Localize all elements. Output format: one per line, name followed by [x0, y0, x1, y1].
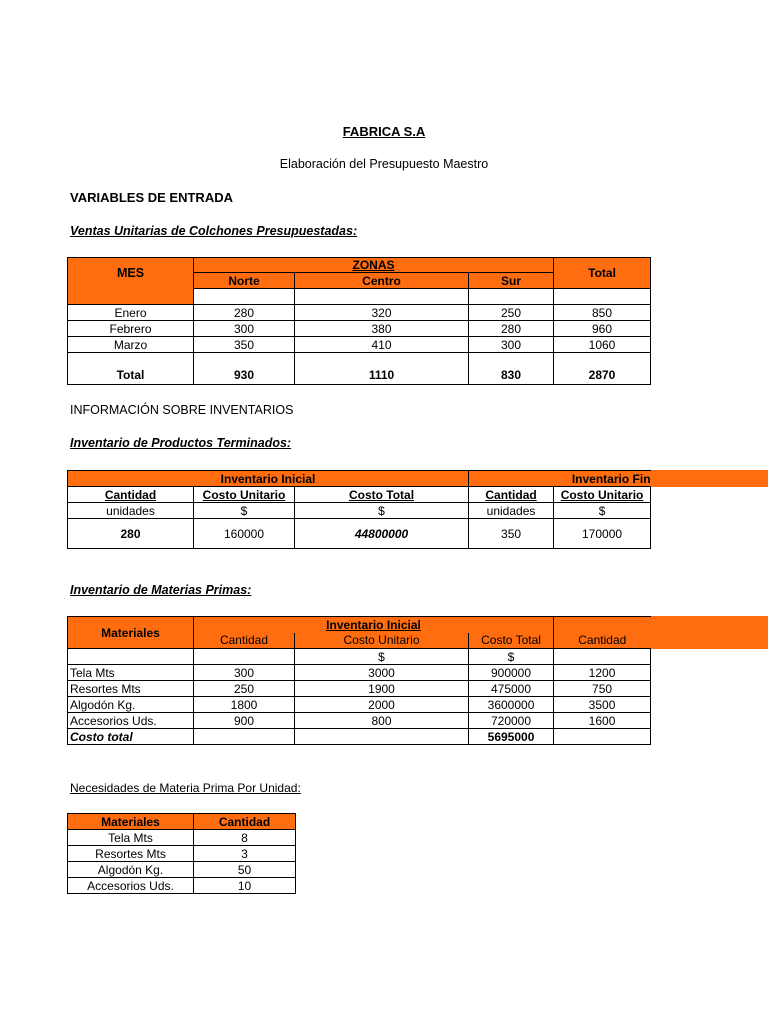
cell-norte: 280 — [194, 305, 295, 321]
raw-inventory-table — [67, 616, 651, 745]
col-cantidad-final: Cantidad — [469, 487, 554, 503]
cell-qty-final: 1200 — [554, 665, 651, 681]
blank-cell — [68, 649, 194, 665]
unit-cell: $ — [295, 649, 469, 665]
cell-qty: 300 — [194, 665, 295, 681]
header-mes: MES — [68, 258, 194, 289]
table-row — [68, 830, 296, 846]
inventory-info-heading: INFORMACIÓN SOBRE INVENTARIOS — [70, 403, 294, 417]
cell-total-label: Costo total — [68, 729, 194, 745]
blank-cell — [554, 729, 651, 745]
cell-total-sur: 830 — [469, 353, 554, 385]
value-costo-unitario: 160000 — [194, 519, 295, 549]
header-mes-filler — [68, 289, 194, 305]
unit-cell: unidades — [68, 503, 194, 519]
unit-cell: $ — [469, 649, 554, 665]
cell-unit-cost: 2000 — [295, 697, 469, 713]
cell-sur: 280 — [469, 321, 554, 337]
cell-centro: 410 — [295, 337, 469, 353]
table-row — [68, 321, 651, 337]
col-costo-unitario-final: Costo Unitario — [554, 487, 651, 503]
cell-material: Accesorios Uds. — [68, 713, 194, 729]
unit-cell — [194, 649, 295, 665]
overflow-strip — [649, 470, 768, 487]
cell-qty: 250 — [194, 681, 295, 697]
header-initial: Inventario Inicial — [68, 471, 469, 487]
blank-cell — [295, 729, 469, 745]
cell-material: Algodón Kg. — [68, 697, 194, 713]
cell-material: Tela Mts — [68, 830, 194, 846]
col-costo-unitario: Costo Unitario — [194, 487, 295, 503]
cell-mes: Marzo — [68, 337, 194, 353]
cell-total-label: Total — [68, 353, 194, 385]
cell-qty: 10 — [194, 878, 296, 894]
cell-total: 1060 — [554, 337, 651, 353]
cell-total-cost: 720000 — [469, 713, 554, 729]
table-row — [68, 862, 296, 878]
col-cantidad: Cantidad — [194, 814, 296, 830]
header-final: Inventario Fin — [469, 471, 651, 487]
blank-cell — [295, 289, 469, 305]
header-initial: Inventario Inicial — [194, 617, 554, 633]
table-row — [68, 713, 651, 729]
cell-qty: 3 — [194, 846, 296, 862]
table-row — [68, 337, 651, 353]
page-subtitle: Elaboración del Presupuesto Maestro — [279, 157, 489, 171]
totals-row — [68, 729, 651, 745]
table-row — [68, 665, 651, 681]
value-costo-total: 44800000 — [295, 519, 469, 549]
sales-table — [67, 257, 651, 385]
blank-cell — [554, 289, 651, 305]
blank-cell — [194, 289, 295, 305]
cell-material: Resortes Mts — [68, 846, 194, 862]
col-costo-total: Costo Total — [295, 487, 469, 503]
cell-total-cost: 900000 — [469, 665, 554, 681]
col-cantidad-final: Cantidad — [554, 633, 651, 649]
cell-total-cost: 475000 — [469, 681, 554, 697]
needs-heading: Necesidades de Materia Prima Por Unidad: — [70, 781, 301, 795]
cell-total: 960 — [554, 321, 651, 337]
cell-qty: 1800 — [194, 697, 295, 713]
unit-cell — [554, 649, 651, 665]
cell-unit-cost: 800 — [295, 713, 469, 729]
table-row — [68, 846, 296, 862]
cell-material: Accesorios Uds. — [68, 878, 194, 894]
value-cantidad: 280 — [68, 519, 194, 549]
table-row — [68, 305, 651, 321]
header-zone-norte: Norte — [194, 273, 295, 289]
table-row — [68, 697, 651, 713]
cell-qty-final: 750 — [554, 681, 651, 697]
value-cantidad-final: 350 — [469, 519, 554, 549]
cell-qty: 50 — [194, 862, 296, 878]
cell-centro: 380 — [295, 321, 469, 337]
cell-norte: 300 — [194, 321, 295, 337]
cell-total-centro: 1110 — [295, 353, 469, 385]
finished-heading: Inventario de Productos Terminados: — [70, 436, 292, 450]
cell-material: Tela Mts — [68, 665, 194, 681]
page-title: FABRICA S.A — [342, 124, 426, 139]
blank-cell — [194, 729, 295, 745]
unit-cell: $ — [554, 503, 651, 519]
blank-cell — [469, 289, 554, 305]
col-cantidad: Cantidad — [68, 487, 194, 503]
sales-heading: Ventas Unitarias de Colchones Presupuestadas: — [70, 224, 358, 238]
header-materiales: Materiales — [68, 617, 194, 649]
value-costo-unitario-final: 170000 — [554, 519, 651, 549]
cell-total-value: 5695000 — [469, 729, 554, 745]
table-row — [68, 681, 651, 697]
cell-sur: 300 — [469, 337, 554, 353]
col-materiales: Materiales — [68, 814, 194, 830]
cell-total-total: 2870 — [554, 353, 651, 385]
needs-table — [67, 813, 296, 894]
cell-total-norte: 930 — [194, 353, 295, 385]
col-costo-unitario: Costo Unitario — [295, 633, 469, 649]
unit-cell: $ — [295, 503, 469, 519]
cell-total-cost: 3600000 — [469, 697, 554, 713]
header-total: Total — [554, 258, 651, 289]
table-row — [68, 878, 296, 894]
cell-sur: 250 — [469, 305, 554, 321]
finished-inventory-table — [67, 470, 651, 549]
cell-centro: 320 — [295, 305, 469, 321]
cell-qty-final: 3500 — [554, 697, 651, 713]
unit-cell: $ — [194, 503, 295, 519]
cell-qty: 900 — [194, 713, 295, 729]
header-zone-sur: Sur — [469, 273, 554, 289]
raw-heading: Inventario de Materias Primas: — [70, 583, 252, 597]
section-heading: VARIABLES DE ENTRADA — [70, 190, 233, 205]
cell-material: Resortes Mts — [68, 681, 194, 697]
cell-qty-final: 1600 — [554, 713, 651, 729]
header-zonas: ZONAS — [194, 258, 554, 273]
cell-material: Algodón Kg. — [68, 862, 194, 878]
col-cantidad: Cantidad — [194, 633, 295, 649]
cell-mes: Enero — [68, 305, 194, 321]
unit-cell: unidades — [469, 503, 554, 519]
cell-qty: 8 — [194, 830, 296, 846]
overflow-strip — [649, 616, 768, 649]
totals-row — [68, 353, 651, 385]
cell-unit-cost: 1900 — [295, 681, 469, 697]
col-costo-total: Costo Total — [469, 633, 554, 649]
cell-mes: Febrero — [68, 321, 194, 337]
header-final-blank — [554, 617, 651, 633]
cell-unit-cost: 3000 — [295, 665, 469, 681]
cell-norte: 350 — [194, 337, 295, 353]
header-zone-centro: Centro — [295, 273, 469, 289]
cell-total: 850 — [554, 305, 651, 321]
